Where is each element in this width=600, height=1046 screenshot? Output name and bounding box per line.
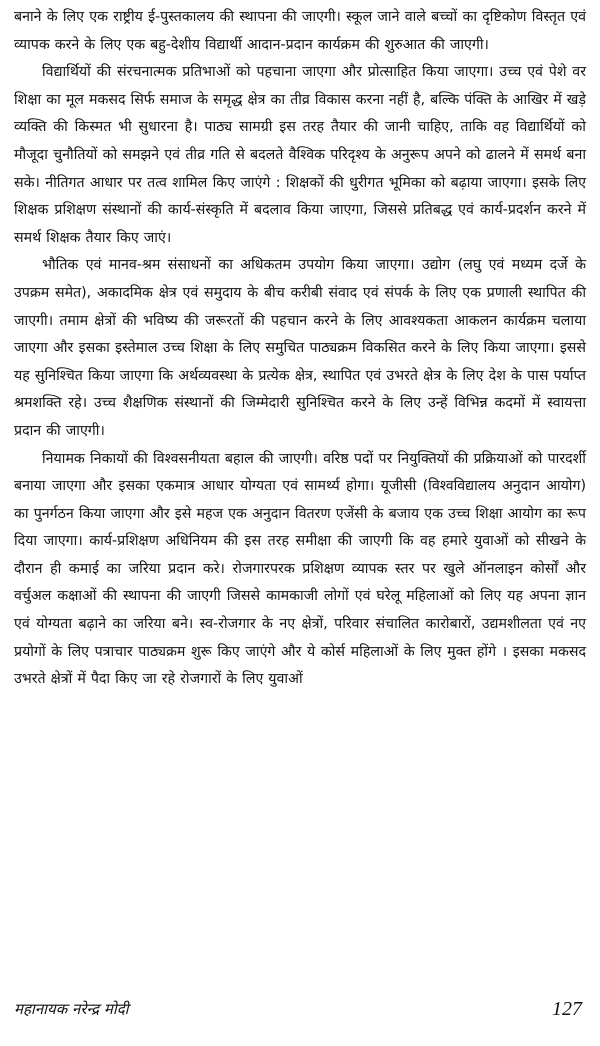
paragraph-student-talent: विद्यार्थियों की संरचनात्मक प्रतिभाओं को पहचाना जाएगा और प्रोत्साहित किया जाएगा। उच्च एवं पेशे वर शिक्षा का मूल मकसद सिर्फ समाज के समृद्ध क्षेत्र का तीव्र विकास करना नहीं है, बल्कि पंक्ति के आखिर में खड़े व्यक्ति की किस्मत भी सुधारना है। पाठ्य सामग्री इस तरह तैयार की जानी चाहिए, ताकि वह विद्यार्थियों को मौजूदा चुनौतियों को समझने एवं तीव्र गति से बदलते वैश्विक परिदृश्य के अनुरूप अपने को ढालने में समर्थ बना सके। नीतिगत आधार पर तत्व शामिल किए जाएंगे : शिक्षकों की धुरीगत भूमिका को बढ़ाया जाएगा। इसके लिए शिक्षक प्रशिक्षण संस्थानों की कार्य-संस्कृति में बदलाव किया जाएगा, जिससे प्रतिबद्ध एवं कार्य-प्रदर्शन करने में समर्थ शिक्षक तैयार किए जाएं। — [14, 64, 586, 246]
page-footer — [14, 994, 582, 1024]
paragraph-regulatory-bodies: नियामक निकायों की विश्वसनीयता बहाल की जाएगी। वरिष्ठ पदों पर नियुक्तियों की प्रक्रियाओं को पारदर्शी बनाया जाएगा और इसका एकमात्र आधार योग्यता एवं सामर्थ्य होगा। यूजीसी (विश्वविद्यालय अनुदान आयोग) का पुनर्गठन किया जाएगा और इसे महज एक अनुदान वितरण एजेंसी के बजाय एक उच्च शिक्षा आयोग का रूप दिया जाएगा। कार्य-प्रशिक्षण अधिनियम की इस तरह समीक्षा की जाएगी कि वह हमारे युवाओं को सीखने के दौरान ही कमाई का जरिया प्रदान करे। रोजगारपरक प्रशिक्षण व्यापक स्तर पर खुले ऑनलाइन कोर्सों और वर्चुअल कक्षाओं की स्थापना की जाएगी जिससे कामकाजी लोगों एवं घरेलू महिलाओं को लिए यह अपना ज्ञान एवं योग्यता बढ़ाने का जरिया बने। स्व-रोजगार के नए क्षेत्रों, परिवार संचालित कारोबारों, उद्यमशीलता एवं नए प्रयोगों के लिए पत्राचार पाठ्यक्रम शुरू किए जाएंगे और ये कोर्स महिलाओं के लिए मुक्त होंगे । इसका मकसद उभरते क्षेत्रों में पैदा किए जा रहे रोजगारों के लिए युवाओं — [14, 450, 586, 688]
paragraph-resources: भौतिक एवं मानव-श्रम संसाधनों का अधिकतम उपयोग किया जाएगा। उद्योग (लघु एवं मध्यम दर्जे के उपक्रम समेत), अकादमिक क्षेत्र एवं समुदाय के बीच करीबी संवाद एवं संपर्क के लिए एक प्रणाली स्थापित की जाएगी। तमाम क्षेत्रों की भविष्य की जरूरतों की पहचान करने के लिए आवश्यकता आकलन कार्यक्रम चलाया जाएगा और इसका इस्तेमाल उच्च शिक्षा के लिए समुचित पाठ्यक्रम विकसित करने के लिए किया जाएगा। इससे यह सुनिश्चित किया जाएगा कि अर्थव्यवस्था के प्रत्येक क्षेत्र, स्थापित एवं उभरते क्षेत्र के लिए देश के पास पर्याप्त श्रमशक्ति रहे। उच्च शैक्षणिक संस्थानों की जिम्मेदारी सुनिश्चित करने के लिए उन्हें विभिन्न कदमों में स्वायत्ता प्रदान की जाएगी। — [14, 257, 586, 439]
paragraph-continuation: बनाने के लिए एक राष्ट्रीय ई-पुस्तकालय की स्थापना की जाएगी। स्कूल जाने वाले बच्चों का दृष्टिकोण विस्तृत एवं व्यापक करने के लिए एक बहु-देशीय विद्यार्थी आदान-प्रदान कार्यक्रम की शुरुआत की जाएगी। — [14, 9, 586, 53]
page-number: 127 — [552, 997, 582, 1020]
body-text — [14, 4, 586, 694]
footer-book-title: महानायक नरेन्द्र मोदी — [14, 1000, 129, 1018]
